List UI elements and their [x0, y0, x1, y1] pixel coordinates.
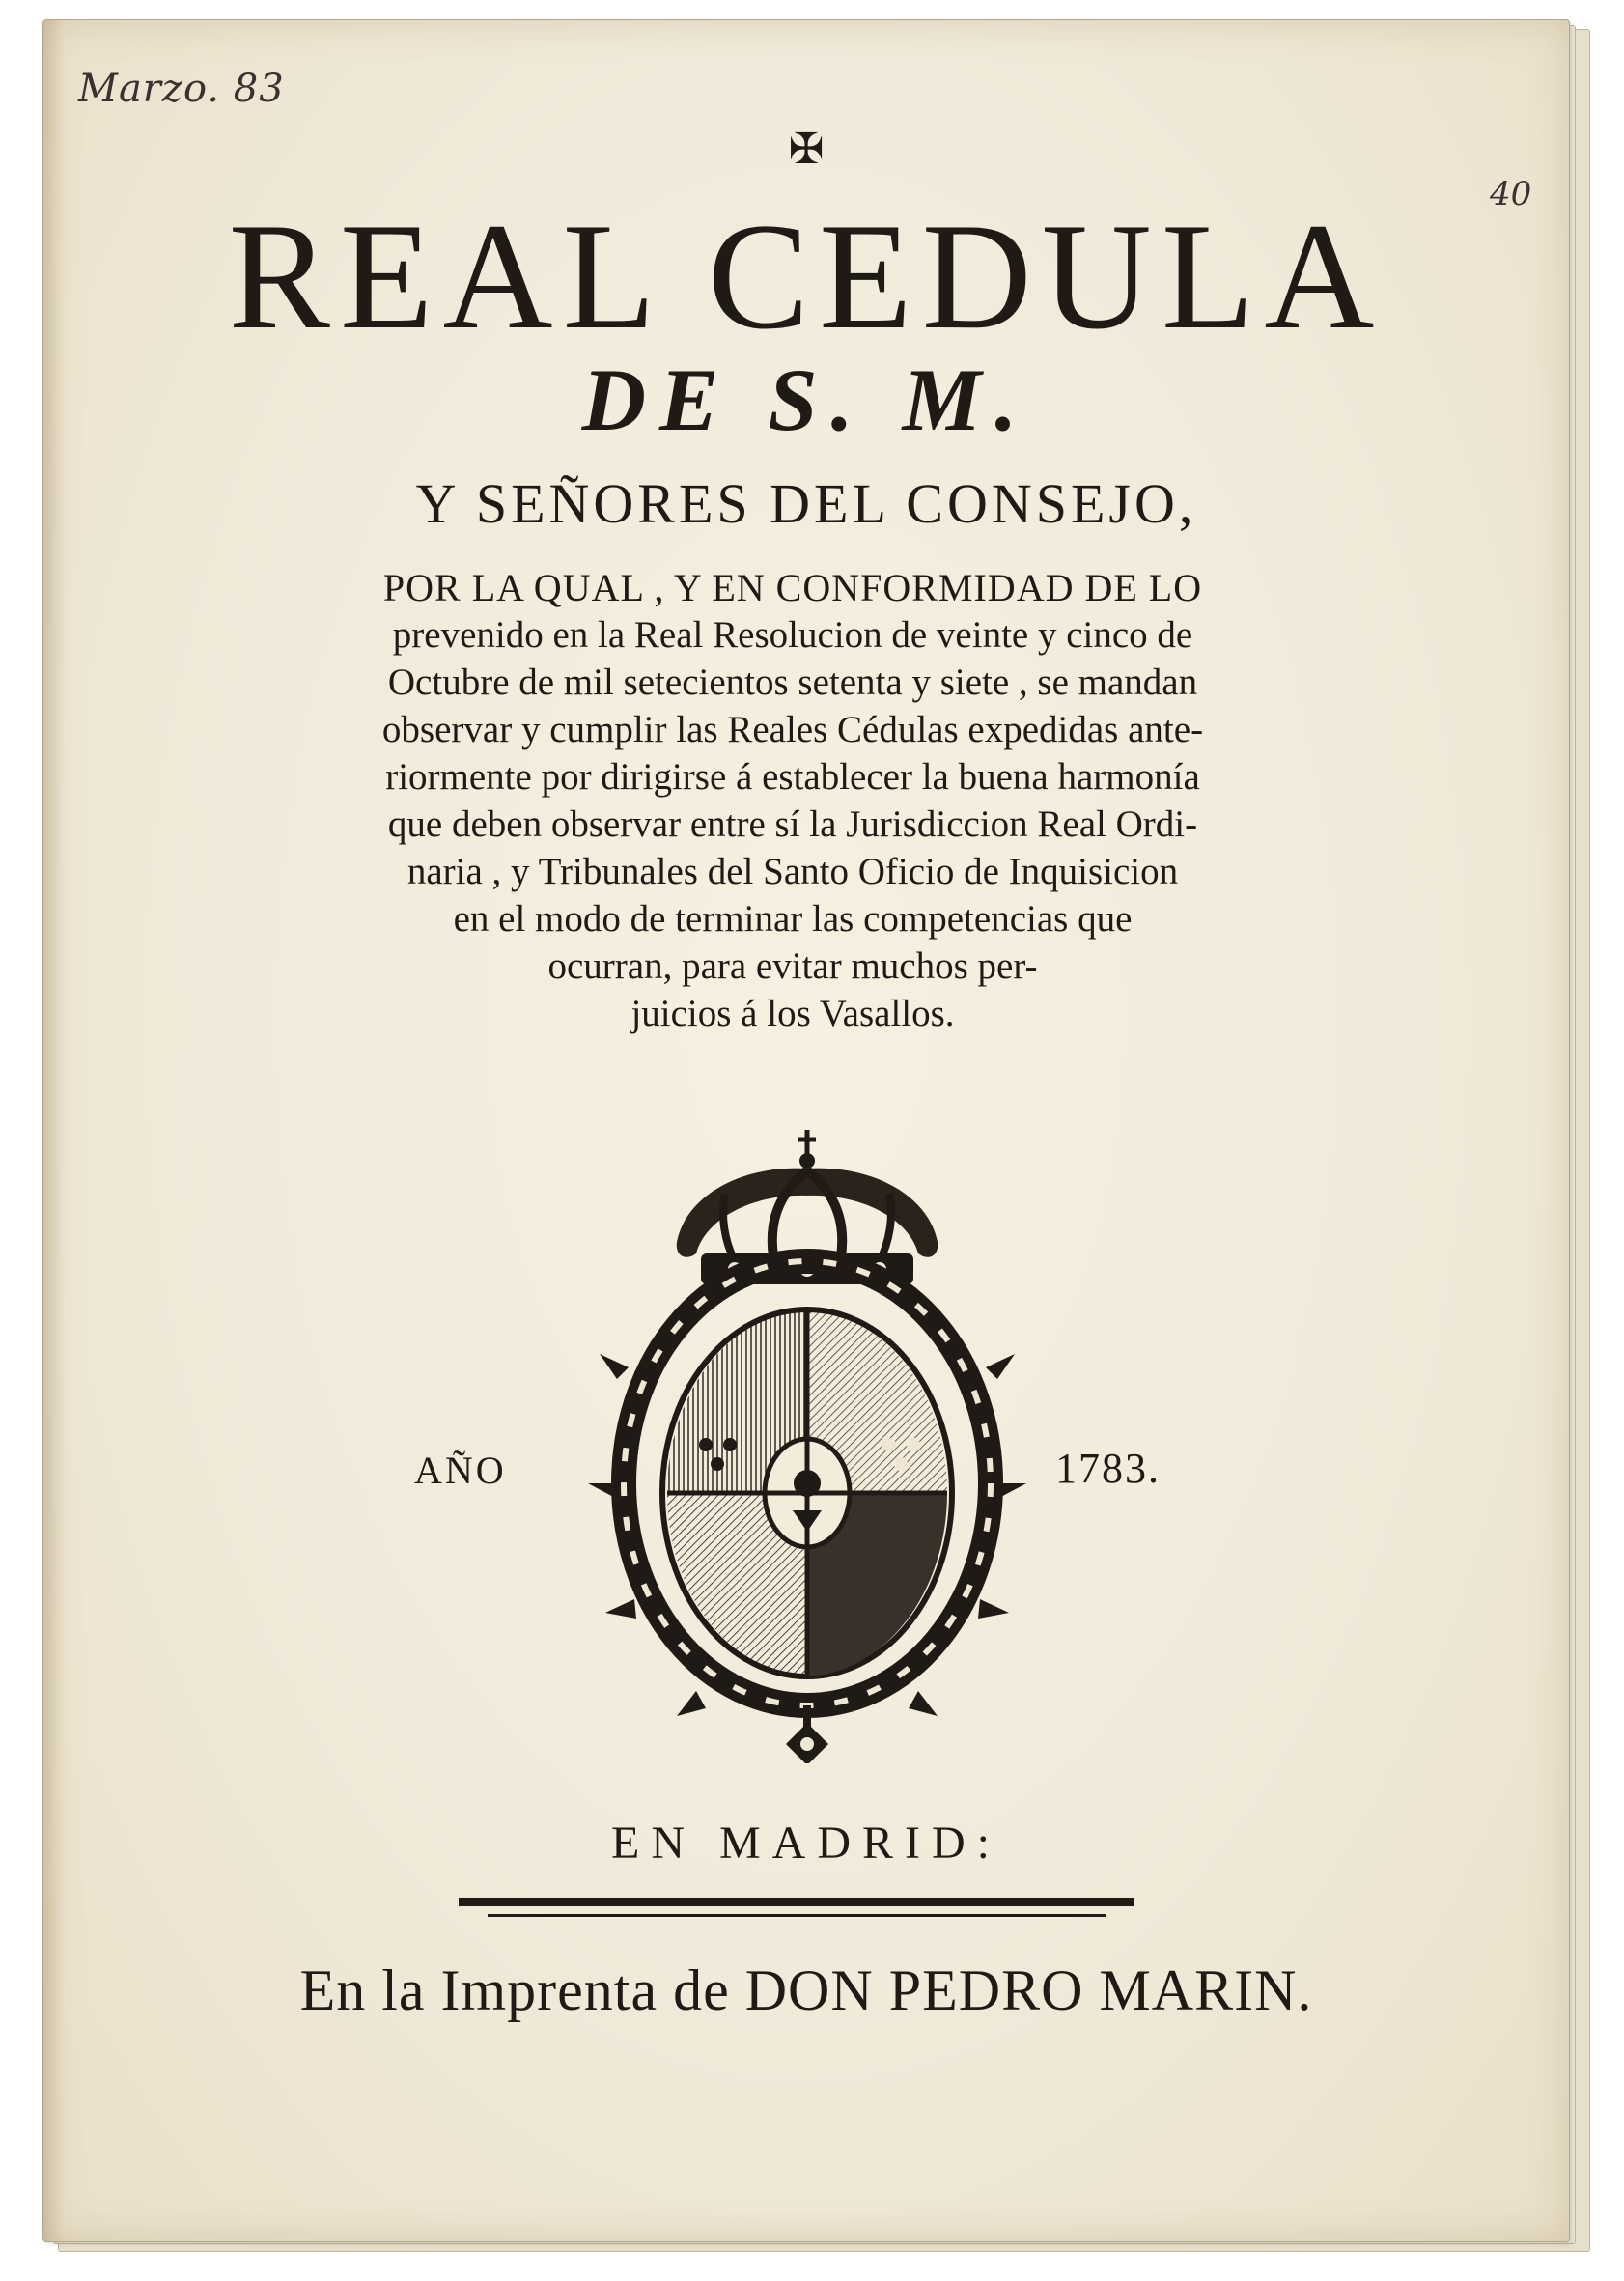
year-value: 1783. [1055, 1445, 1161, 1492]
body-line: ocurran, para evitar muchos per- [547, 945, 1038, 987]
body-line: Octubre de mil setecientos setenta y siete , se mandan [387, 662, 1198, 703]
maltese-cross-icon: ✠ [788, 126, 825, 173]
body-line: prevenido en la Real Resolucion de veinte y cinco de [392, 614, 1193, 656]
body-line: observar y cumplir las Reales Cédulas expedidas ante- [381, 709, 1204, 750]
document-body [271, 564, 1314, 1037]
council-heading: Y SEÑORES DEL CONSEJO, [415, 472, 1197, 535]
imprint-place: EN MADRID: [611, 1817, 1001, 1869]
body-line: riormente por dirigirse á establecer la buena harmonía [385, 756, 1200, 798]
body-line: en el modo de terminar las competencias que [453, 898, 1133, 940]
body-line: naria , y Tribunales del Santo Oficio de Inquisicion [406, 851, 1179, 892]
royal-coat-of-arms-icon [571, 1126, 1044, 1763]
body-line: juicios á los Vasallos. [630, 993, 955, 1034]
handwritten-date-note: Marzo. 83 [78, 67, 285, 111]
document-page [42, 19, 1570, 2242]
document-subtitle: DE S. M. [581, 351, 1031, 449]
divider-rule [488, 1914, 1106, 1917]
body-line: que deben observar entre sí la Jurisdiccion Real Ordi- [387, 803, 1198, 845]
document-title: REAL CEDULA [228, 192, 1385, 361]
body-line: POR LA QUAL , Y EN CONFORMIDAD DE LO [382, 566, 1203, 609]
handwritten-folio-number: 40 [1490, 175, 1532, 213]
divider-rule [459, 1898, 1134, 1906]
year-label: AÑO [414, 1449, 507, 1492]
imprint-printer: En la Imprenta de DON PEDRO MARIN. [299, 1958, 1313, 2022]
